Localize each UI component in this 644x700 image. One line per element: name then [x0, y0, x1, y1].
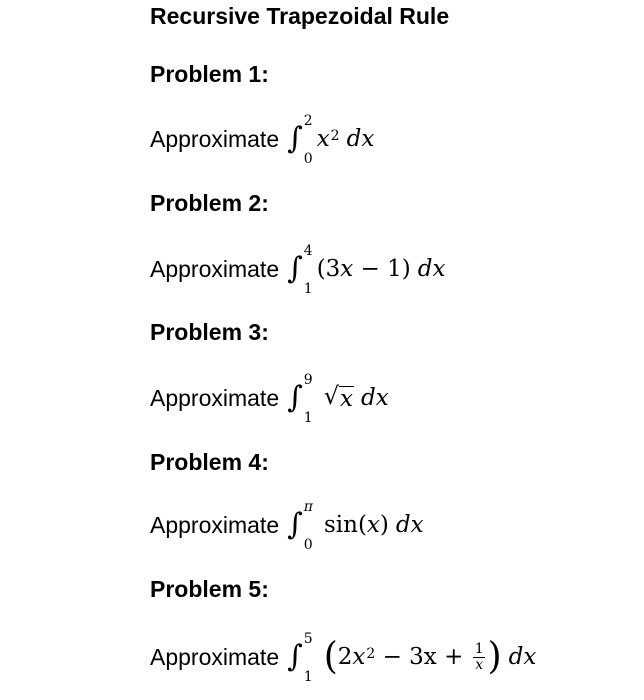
exponent: 2	[366, 646, 376, 662]
problem-2-statement	[150, 243, 446, 297]
radical-sign: √	[323, 381, 339, 410]
fraction	[473, 642, 486, 672]
differential: dx	[346, 126, 375, 152]
problem-3-heading: Problem 3:	[150, 319, 269, 345]
variable: x	[316, 126, 330, 152]
problem-5-lead: Approximate	[150, 643, 280, 670]
expression-start: (3	[316, 256, 341, 282]
lower-limit: 1	[303, 410, 313, 426]
expression-tail: − 1)	[353, 256, 411, 282]
variable: x	[366, 512, 380, 538]
lower-limit: 0	[303, 151, 313, 167]
problem-2-heading: Problem 2:	[150, 190, 269, 216]
lower-limit: 1	[303, 669, 313, 685]
problem-5-heading: Problem 5:	[150, 576, 269, 602]
lower-limit: 0	[303, 537, 313, 553]
problem-1-integral	[287, 113, 375, 167]
problem-3-lead: Approximate	[150, 384, 280, 411]
problem-1-heading: Problem 1:	[150, 61, 269, 87]
upper-limit: 4	[303, 243, 313, 259]
differential: dx	[508, 644, 537, 670]
problem-5-integral	[287, 631, 537, 685]
differential: dx	[360, 385, 389, 411]
upper-limit: π	[303, 499, 313, 515]
exponent: 2	[330, 128, 340, 144]
problem-4-lead: Approximate	[150, 511, 280, 538]
coefficient: 2	[337, 644, 353, 670]
differential: dx	[417, 256, 446, 282]
problem-5-statement	[150, 631, 537, 685]
variable: x	[340, 256, 354, 282]
problem-3-integral	[287, 372, 389, 426]
integral-sign: ∫ 9 1	[287, 372, 313, 426]
open-paren: (	[323, 634, 338, 678]
page-title: Recursive Trapezoidal Rule	[150, 3, 450, 29]
integral-sign: ∫ 2 0	[287, 113, 313, 167]
integral-sign: ∫ 4 1	[287, 243, 313, 297]
expression-middle: − 3x +	[375, 644, 471, 670]
problem-3-statement	[150, 372, 389, 426]
problem-2-lead: Approximate	[150, 255, 280, 282]
problem-4-heading: Problem 4:	[150, 449, 269, 475]
integral-sign: ∫ 5 1	[287, 631, 313, 685]
variable: x	[352, 644, 366, 670]
function-close: )	[379, 512, 389, 538]
problem-1-statement	[150, 113, 375, 167]
problem-2-integral	[287, 243, 446, 297]
problem-4-statement	[150, 499, 424, 553]
fraction-denominator: x	[475, 656, 484, 673]
problem-4-integral	[287, 499, 424, 553]
fraction-numerator: 1	[474, 640, 484, 657]
upper-limit: 2	[303, 113, 313, 129]
square-root	[323, 381, 354, 412]
close-paren: )	[487, 634, 502, 678]
upper-limit: 9	[303, 372, 313, 388]
upper-limit: 5	[303, 631, 313, 647]
problem-1-lead: Approximate	[150, 125, 280, 152]
differential: dx	[395, 512, 424, 538]
integral-sign: ∫ π 0	[287, 499, 313, 553]
lower-limit: 1	[303, 281, 313, 297]
radicand: x	[339, 385, 353, 412]
function-name: sin(	[323, 512, 367, 538]
